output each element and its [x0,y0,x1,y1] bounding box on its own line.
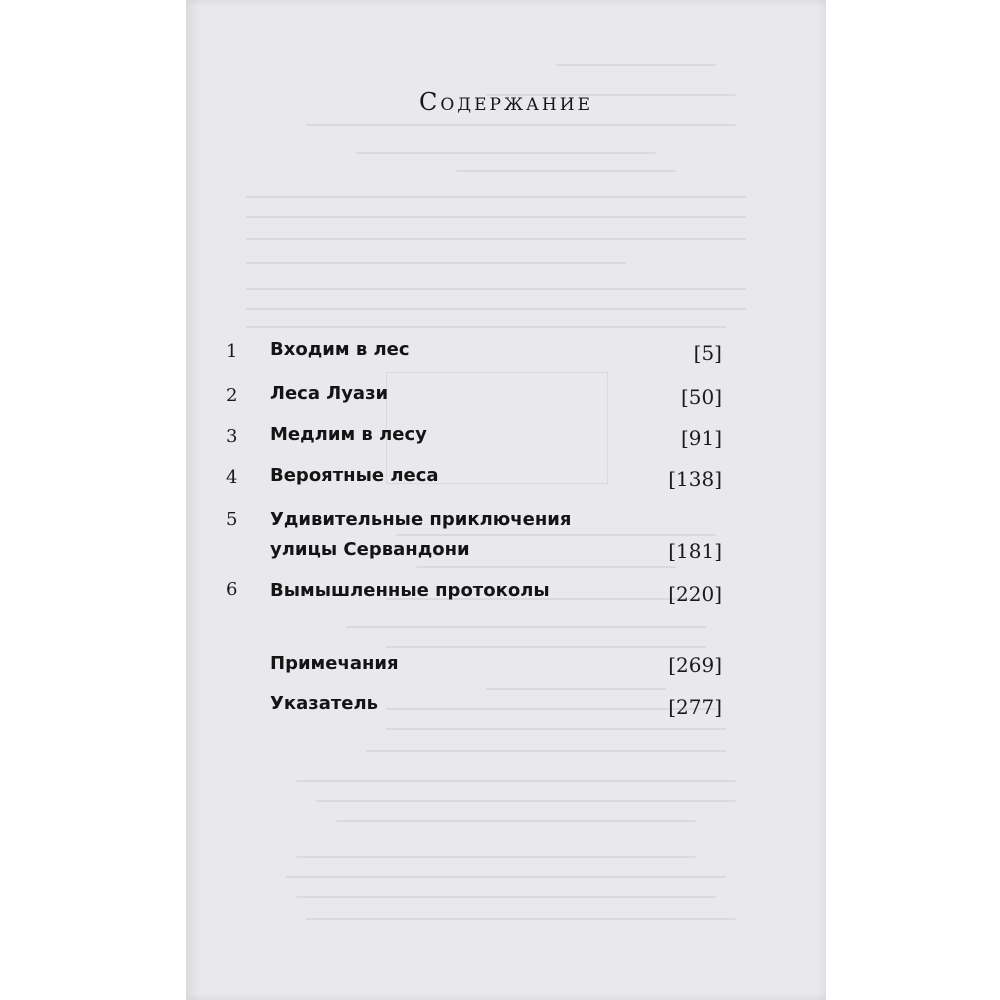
chapter-number: 6 [226,579,238,600]
toc-entry-3[interactable] [186,418,826,458]
book-page [186,0,826,1000]
page-number: [181] [668,539,722,563]
page-number: [138] [668,467,722,491]
chapter-number: 2 [226,385,238,406]
page-number: [50] [680,385,722,409]
chapter-title-line-2: улицы Сервандони [270,539,470,560]
page-number: [91] [680,426,722,450]
chapter-number: 5 [226,509,238,530]
page-number: [269] [668,653,722,677]
chapter-number: 4 [226,467,238,488]
toc-entry-6[interactable] [186,574,826,614]
section-title: Указатель [270,693,379,714]
section-title: Примечания [270,653,399,674]
page-number: [5] [693,341,722,365]
toc-entry-2[interactable] [186,377,826,417]
page-number: [220] [668,582,722,606]
toc-entry-index[interactable] [186,687,826,727]
toc-entry-4[interactable] [186,459,826,499]
chapter-title: Вымышленные протоколы [270,580,550,601]
chapter-title: Медлим в лесу [270,424,427,445]
chapter-title: Вероятные леса [270,465,439,486]
toc-entry-1[interactable] [186,333,826,373]
chapter-title: Входим в лес [270,339,410,360]
chapter-title: Леса Луази [270,383,389,404]
page-number: [277] [668,695,722,719]
toc-entry-5[interactable] [186,503,826,573]
chapter-number: 3 [226,426,238,447]
chapter-title-line-1: Удивительные приключения [270,509,572,530]
toc-entry-notes[interactable] [186,647,826,687]
toc-heading: Содержание [418,88,593,116]
chapter-number: 1 [226,341,238,362]
show-through-texture [186,0,826,1000]
